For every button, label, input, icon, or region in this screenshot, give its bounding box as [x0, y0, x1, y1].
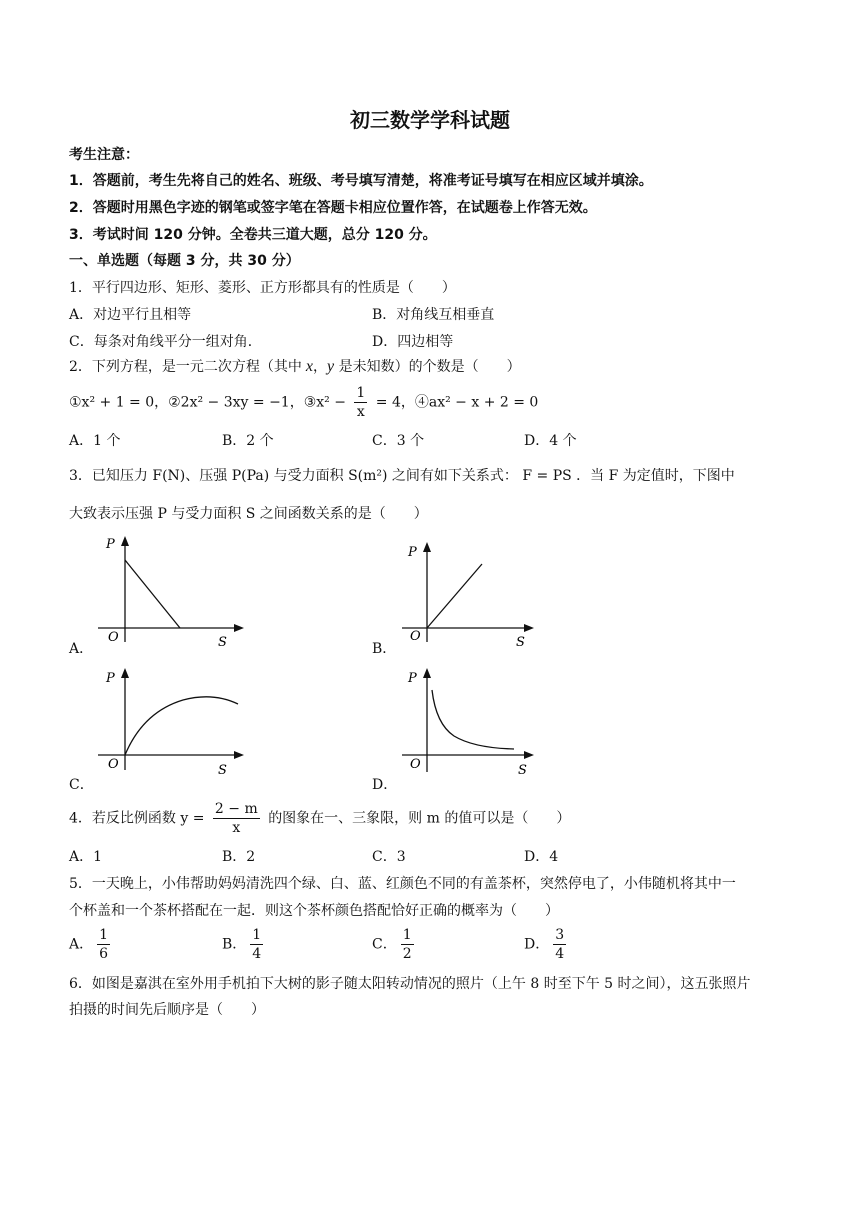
graph-a-axis-p: P	[106, 537, 115, 552]
q1-option-a: A．对边平行且相等	[69, 307, 192, 323]
q5-option-a	[69, 926, 114, 963]
q2-frac-den: x	[356, 404, 365, 420]
q5-option-a-label: A．	[69, 936, 94, 953]
q2-option-b: B．2 个	[222, 433, 274, 449]
q1-option-d: D．四边相等	[372, 334, 454, 350]
graph-d-axis-s: S	[518, 763, 527, 778]
q5-b-num: 1	[252, 927, 262, 943]
notice-item-1: 1．答题前，考生先将自己的姓名、班级、考号填写清楚，将准考证号填写在相应区域并填涂。	[69, 173, 653, 189]
graph-b-axis-p: P	[408, 545, 417, 560]
q4-stem-b: 的图象在一、三象限，则 m 的值可以是（ ）	[268, 810, 571, 827]
q2-equations	[69, 384, 538, 421]
graph-c-axis-p: P	[106, 671, 115, 686]
q3-option-d-label: D．	[372, 777, 398, 793]
q4-option-b: B．2	[222, 849, 256, 865]
q5-stem-line2: 个杯盖和一个茶杯搭配在一起．则这个茶杯颜色搭配恰好正确的概率为（ ）	[69, 903, 559, 919]
q1-option-c: C．每条对角线平分一组对角．	[69, 334, 262, 350]
q5-b-den: 4	[252, 946, 262, 962]
q3-option-b-label: B．	[372, 641, 397, 657]
q4-frac-num: 2 − m	[214, 801, 258, 817]
graph-d-origin: O	[410, 757, 421, 772]
q5-option-d	[524, 926, 570, 963]
section-heading: 一、单选题（每题 3 分，共 30 分）	[69, 253, 300, 269]
q5-option-b-label: B．	[222, 936, 247, 953]
q1-stem: 1．平行四边形、矩形、菱形、正方形都具有的性质是（ ）	[69, 280, 456, 296]
q3-graph-a	[98, 534, 248, 652]
q2-option-d: D．4 个	[524, 433, 577, 449]
q5-option-c	[372, 926, 418, 963]
q5-option-b	[222, 926, 267, 963]
q2-eq-tail: = 4，④ax² − x + 2 = 0	[375, 394, 539, 411]
q3-graph-b	[402, 540, 552, 652]
q1-option-b: B．对角线互相垂直	[372, 307, 495, 323]
q4-stem-a: 4．若反比例函数 y =	[69, 810, 205, 827]
q2-eq-fraction	[354, 384, 367, 421]
q6-stem-line1: 6．如图是嘉淇在室外用手机拍下大树的影子随太阳转动情况的照片（上午 8 时至下午 5 时之间），这五张照片	[69, 976, 751, 992]
q2-option-a: A．1 个	[69, 433, 121, 449]
q5-a-den: 6	[99, 946, 109, 962]
q2-frac-num: 1	[356, 385, 366, 401]
q2-eq-part1: ①x² + 1 = 0，②2x² − 3xy = −1，③x² −	[69, 394, 346, 411]
graph-d-axis-p: P	[408, 671, 417, 686]
notice-heading: 考生注意：	[69, 147, 139, 163]
q5-stem-line1: 5．一天晚上，小伟帮助妈妈清洗四个绿、白、蓝、红颜色不同的有盖茶杯，突然停电了，小伟随机将其中一	[69, 876, 736, 892]
q5-a-num: 1	[99, 927, 109, 943]
q4-option-c: C．3	[372, 849, 406, 865]
q5-option-c-label: C．	[372, 936, 397, 953]
graph-c-origin: O	[108, 757, 119, 772]
q4-option-a: A．1	[69, 849, 103, 865]
graph-a-axis-s: S	[218, 635, 227, 650]
q3-graph-d	[402, 664, 552, 782]
graph-b-origin: O	[410, 629, 421, 644]
q3-option-c-label: C．	[69, 777, 94, 793]
q4-option-d: D．4	[524, 849, 559, 865]
q4-fraction	[213, 800, 260, 837]
q5-c-num: 1	[402, 927, 412, 943]
notice-item-2: 2．答题时用黑色字迹的钢笔或签字笔在答题卡相应位置作答，在试题卷上作答无效。	[69, 200, 597, 216]
q2-option-c: C．3 个	[372, 433, 425, 449]
page-title: 初三数学学科试题	[350, 108, 510, 132]
notice-item-3: 3．考试时间 120 分钟。全卷共三道大题，总分 120 分。	[69, 227, 437, 243]
graph-c-axis-s: S	[218, 763, 227, 778]
q5-d-num: 3	[555, 927, 565, 943]
q3-stem-line2: 大致表示压强 P 与受力面积 S 之间函数关系的是（ ）	[69, 506, 428, 522]
q5-d-den: 4	[555, 946, 565, 962]
graph-b-axis-s: S	[516, 635, 525, 650]
q2-stem: 2．下列方程，是一元二次方程（其中 x，y 是未知数）的个数是（ ）	[69, 358, 521, 375]
q5-option-d-label: D．	[524, 936, 550, 953]
q6-stem-line2: 拍摄的时间先后顺序是（ ）	[69, 1002, 265, 1018]
q4-stem	[69, 800, 570, 837]
q3-stem-line1: 3．已知压力 F(N)、压强 P(Pa) 与受力面积 S(m²) 之间有如下关系式： F = PS ．当 F 为定值时，下图中	[69, 468, 735, 484]
q5-c-den: 2	[402, 946, 412, 962]
graph-a-origin: O	[108, 630, 119, 645]
q3-option-a-label: A．	[69, 641, 94, 657]
q2-stem-b: 是未知数）的个数是（ ）	[338, 359, 521, 375]
q3-graph-c	[98, 664, 248, 780]
q4-frac-den: x	[232, 820, 241, 836]
q2-stem-a: 2．下列方程，是一元二次方程（其中	[69, 359, 302, 375]
